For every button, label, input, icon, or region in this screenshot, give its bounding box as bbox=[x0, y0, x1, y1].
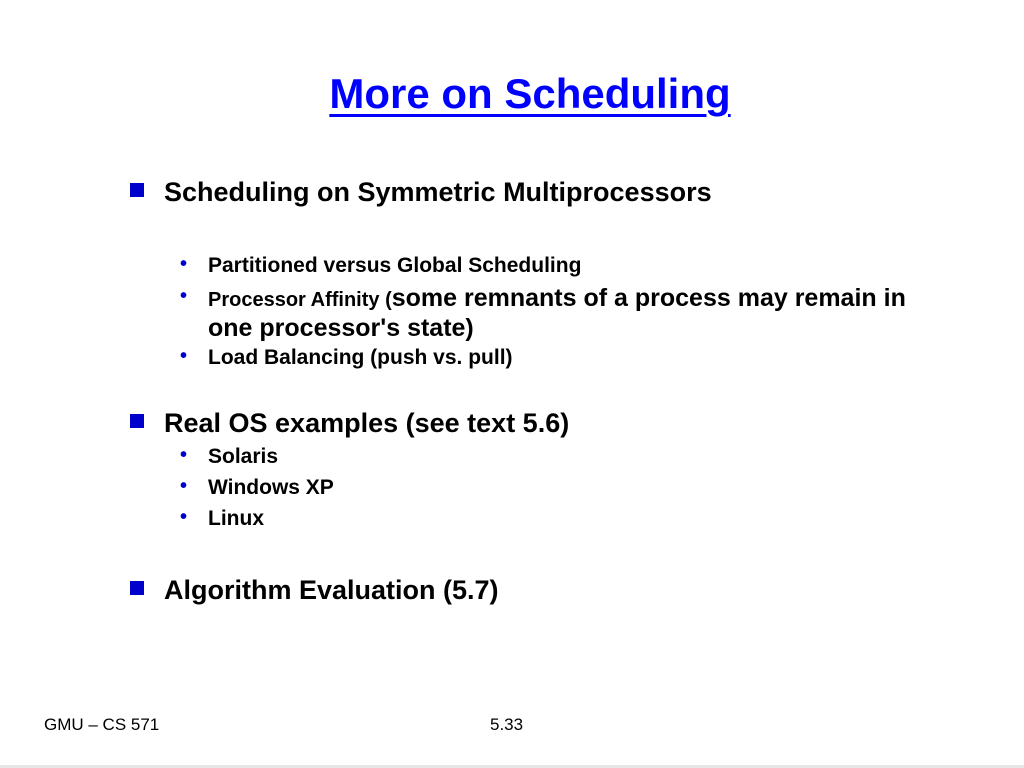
square-bullet-icon bbox=[130, 414, 144, 428]
slide-title: More on Scheduling bbox=[329, 70, 731, 117]
affinity-prefix: Processor Affinity ( bbox=[208, 289, 392, 311]
section-heading-algorithm-evaluation bbox=[130, 574, 499, 606]
list-item-text: Partitioned versus Global Scheduling bbox=[208, 254, 582, 277]
round-dot-bullet-icon: • bbox=[180, 345, 188, 367]
list-item bbox=[180, 474, 940, 502]
round-dot-bullet-icon: • bbox=[180, 444, 188, 466]
square-bullet-icon bbox=[130, 581, 144, 595]
round-dot-bullet-icon: • bbox=[180, 285, 188, 307]
list-item bbox=[180, 252, 940, 280]
round-dot-bullet-icon: • bbox=[180, 506, 188, 528]
round-dot-bullet-icon: • bbox=[180, 253, 188, 275]
affinity-rest: some remnants of a process may remain in one processor's state) bbox=[208, 284, 906, 342]
list-item bbox=[180, 443, 940, 471]
round-dot-bullet-icon: • bbox=[180, 475, 188, 497]
list-item-text: Linux bbox=[208, 507, 264, 530]
list-item-text-affinity bbox=[208, 284, 940, 344]
section-heading-text: Algorithm Evaluation (5.7) bbox=[164, 575, 499, 605]
list-item-text: Windows XP bbox=[208, 476, 334, 499]
list-item-text: Solaris bbox=[208, 445, 279, 468]
list-item bbox=[180, 505, 940, 533]
section-heading-text: Real OS examples (see text 5.6) bbox=[164, 408, 570, 438]
footer-page-number: 5.33 bbox=[490, 715, 524, 734]
section-heading-text: Scheduling on Symmetric Multiprocessors bbox=[164, 177, 712, 207]
list-item-text: Load Balancing (push vs. pull) bbox=[208, 346, 513, 369]
footer-course: GMU – CS 571 bbox=[44, 715, 160, 734]
list-item bbox=[180, 284, 940, 344]
list-item bbox=[180, 344, 940, 372]
section-heading-real-os bbox=[130, 407, 569, 439]
section-heading-smp bbox=[130, 176, 712, 208]
square-bullet-icon bbox=[130, 183, 144, 197]
